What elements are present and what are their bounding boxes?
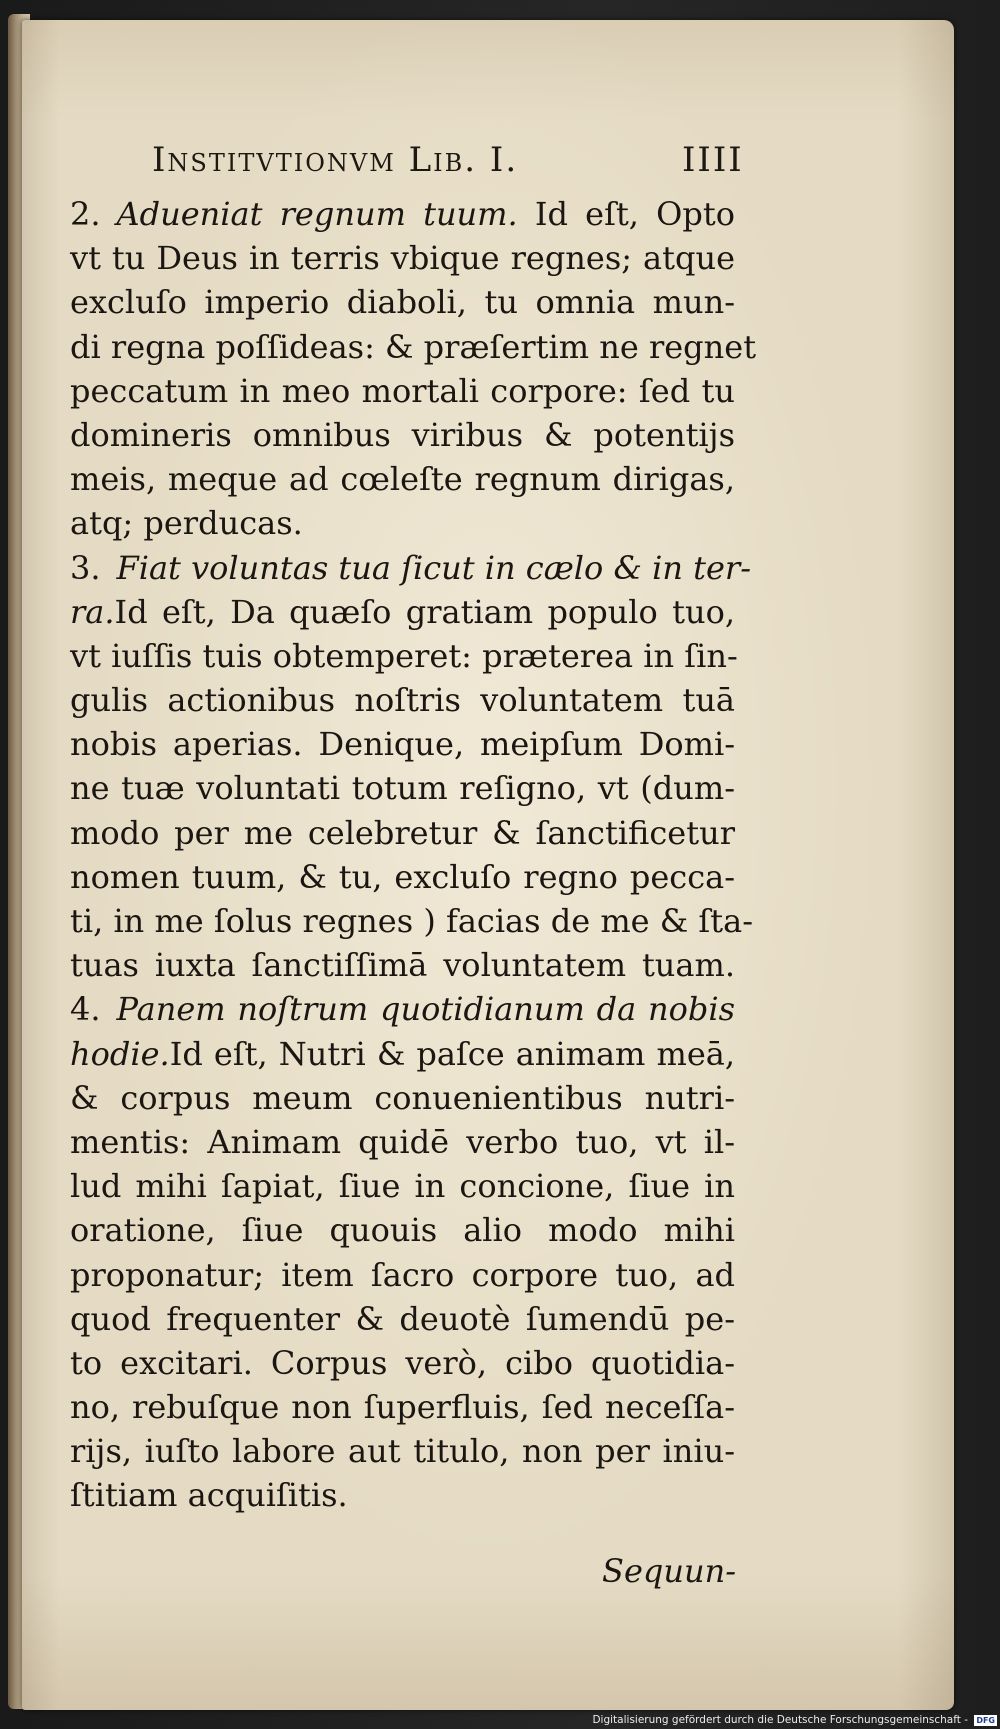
text-line [70, 369, 735, 413]
text-line [70, 325, 757, 369]
petition-number: 3. [70, 548, 101, 587]
running-head: Institvtionvm Lib. I. [152, 140, 519, 180]
text-block [70, 192, 757, 1518]
catchword: Sequun- [602, 1552, 736, 1590]
text-line [70, 1076, 735, 1120]
text-line [70, 501, 735, 545]
line-text: Id eſt, Da quæſo gratiam populo tuo, [114, 592, 735, 631]
line-text: atq; perducas. [70, 504, 303, 543]
petition-incipit: hodie. [70, 1034, 170, 1073]
text-line [70, 634, 738, 678]
line-text: & corpus meum conuenientibus nutri- [70, 1078, 735, 1117]
text-line [70, 1120, 735, 1164]
text-line [70, 1253, 735, 1297]
petition-incipit: Adueniat regnum tuum. [116, 195, 518, 233]
petition-incipit: ra. [70, 592, 115, 631]
text-line [70, 413, 735, 457]
line-text: to excitari. Corpus verò, cibo quotidia- [70, 1343, 735, 1382]
line-text: quod frequenter & deuotè ſumendū pe- [70, 1299, 735, 1338]
text-line [70, 1208, 735, 1252]
text-line [70, 766, 735, 810]
text-line [70, 855, 735, 899]
text-line [70, 280, 735, 324]
text-line [70, 1473, 735, 1517]
line-text: mentis: Animam quidē verbo tuo, vt il- [70, 1122, 735, 1161]
line-text: gulis actionibus noſtris voluntatem tuā [70, 681, 735, 720]
line-text: tuas iuxta ſanctiſſimā voluntatem tuam. [70, 946, 735, 985]
digitization-footer [545, 1712, 997, 1728]
line-text: Id eſt, Nutri & paſce animam meā, [169, 1034, 735, 1073]
petition-number: 4. [70, 990, 101, 1029]
text-line [70, 943, 735, 987]
line-text: proponatur; item ſacro corpore tuo, ad [70, 1255, 735, 1294]
text-line [70, 678, 735, 722]
text-line [70, 987, 735, 1031]
line-text: excluſo imperio diaboli, tu omnia mun- [70, 283, 735, 322]
line-text: ne tuæ voluntati totum reſigno, vt (dum- [70, 769, 735, 808]
book-page [22, 20, 954, 1710]
line-text: Id eſt, Opto [517, 195, 736, 233]
text-line [70, 1429, 735, 1473]
line-text: peccatum in meo mortali corpore: ſed tu [70, 371, 735, 410]
line-text: vt tu Deus in terris vbique regnes; atque [70, 239, 735, 278]
petition-number: 2. [70, 195, 101, 233]
line-text: ti, in me ſolus regnes ) facias de me & ſta- [70, 902, 754, 940]
line-text: meis, meque ad cœleſte regnum dirigas, [70, 460, 735, 499]
line-text: no, rebuſque non ſuperfluis, ſed neceſſa- [70, 1388, 735, 1427]
text-line [70, 546, 752, 590]
text-line [70, 192, 735, 236]
line-text: oratione, ſiue quouis alio modo mihi [70, 1211, 735, 1250]
text-line [70, 590, 735, 634]
text-line [70, 899, 754, 943]
dfg-logo-icon: DFG [976, 1715, 995, 1725]
text-line [70, 1164, 735, 1208]
text-line [70, 1341, 735, 1385]
folio-number: IIII [682, 140, 744, 180]
line-text: di regna poſſideas: & præſertim ne regnet [70, 327, 757, 366]
line-text: vt iuſſis tuis obtemperet: præterea in ſin- [70, 636, 738, 675]
line-text: lud mihi ſapiat, ſiue in concione, ſiue in [70, 1167, 735, 1206]
text-line [70, 1385, 735, 1429]
line-text: ſtitiam acquiſitis. [70, 1476, 348, 1515]
line-text: modo per me celebretur & ſanctificetur [70, 813, 735, 852]
petition-incipit: Fiat voluntas tua ſicut in cælo & in ter- [116, 548, 752, 587]
text-line [70, 236, 735, 280]
line-text: rijs, iuſto labore aut titulo, non per iniu- [70, 1432, 735, 1471]
line-text: domineris omnibus viribus & potentijs [70, 415, 735, 454]
footer-text: Digitalisierung gefördert durch die Deutsche Forschungsgemeinschaft - [592, 1714, 972, 1726]
petition-incipit: Panem noſtrum quotidianum da nobis [116, 990, 735, 1029]
text-line [70, 457, 735, 501]
line-text: nomen tuum, & tu, excluſo regno pecca- [70, 857, 735, 896]
text-line [70, 722, 735, 766]
line-text: nobis aperias. Denique, meipſum Domi- [70, 725, 735, 764]
text-line [70, 1297, 735, 1341]
text-line [70, 1032, 735, 1076]
text-line [70, 811, 735, 855]
